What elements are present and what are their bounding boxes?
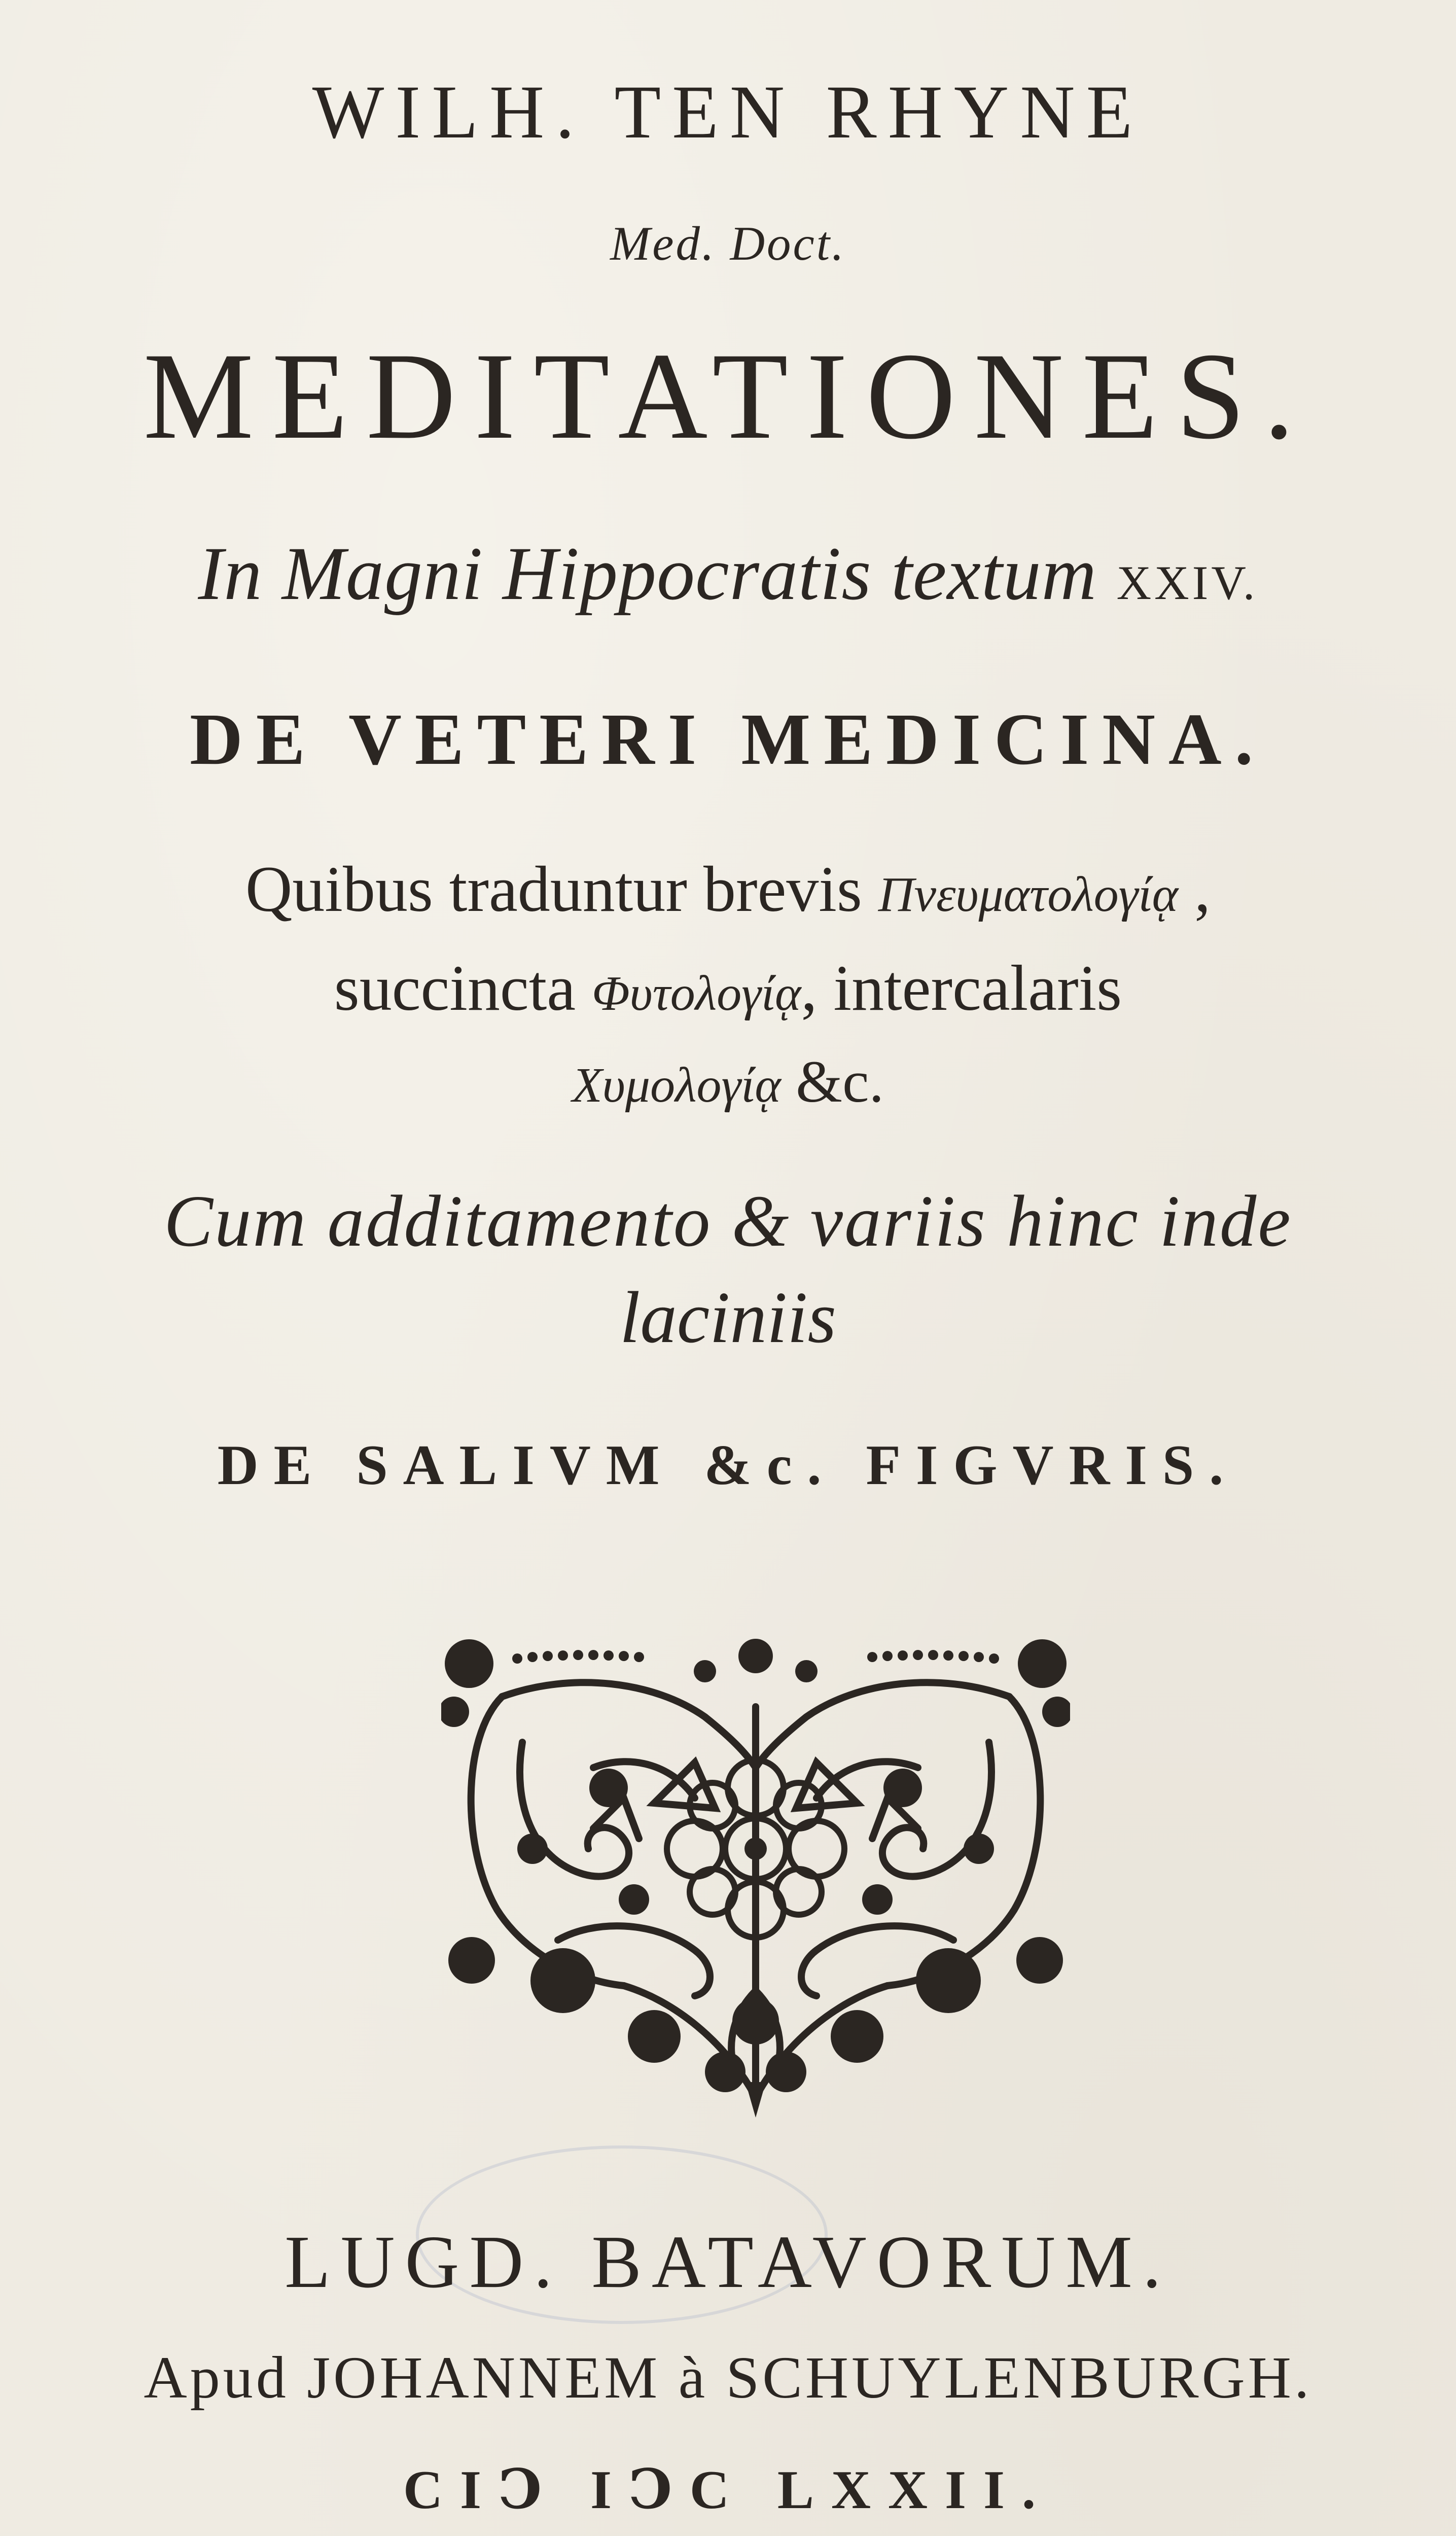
author-name: WILH. TEN RHYNE xyxy=(312,70,1144,154)
subtitle-text: In Magni Hippocratis textum xyxy=(198,532,1097,616)
description-line-1 xyxy=(0,852,1456,927)
description-text-3: &c. xyxy=(796,1048,884,1115)
author-degree: Med. Doct. xyxy=(610,217,846,270)
greek-term-2: Φυτολογίᾳ xyxy=(592,966,801,1021)
description-line-2 xyxy=(0,951,1456,1026)
figures-line: DE SALIVM &c. FIGVRIS. xyxy=(217,1434,1239,1497)
greek-term-1: Πνευματολογίᾳ xyxy=(878,867,1179,922)
woodcut-floral-ornament-icon xyxy=(441,1636,1070,2118)
description-line-3 xyxy=(0,1047,1456,1116)
description-text-2b: , intercalaris xyxy=(801,952,1122,1024)
greek-term-3: Χυμολογίᾳ xyxy=(572,1058,781,1113)
subtitle xyxy=(0,530,1456,617)
topic-heading: DE VETERI MEDICINA. xyxy=(190,699,1266,780)
additamentum-line-2: laciniis xyxy=(620,1277,836,1358)
description-punct-1: , xyxy=(1194,853,1211,925)
book-title: MEDITATIONES. xyxy=(143,327,1313,465)
subtitle-number: XXIV. xyxy=(1116,556,1258,610)
imprint-publisher: Apud JOHANNEM à SCHUYLENBURGH. xyxy=(144,2344,1312,2411)
description-text-1: Quibus traduntur brevis xyxy=(245,853,862,925)
additamentum-line-1: Cum additamento & variis hinc inde xyxy=(164,1181,1292,1262)
description-text-2a: succincta xyxy=(334,952,576,1024)
imprint-place: LUGD. BATAVORUM. xyxy=(285,2221,1171,2304)
imprint-year: CIↃ IↃC LXXII. xyxy=(403,2460,1053,2520)
